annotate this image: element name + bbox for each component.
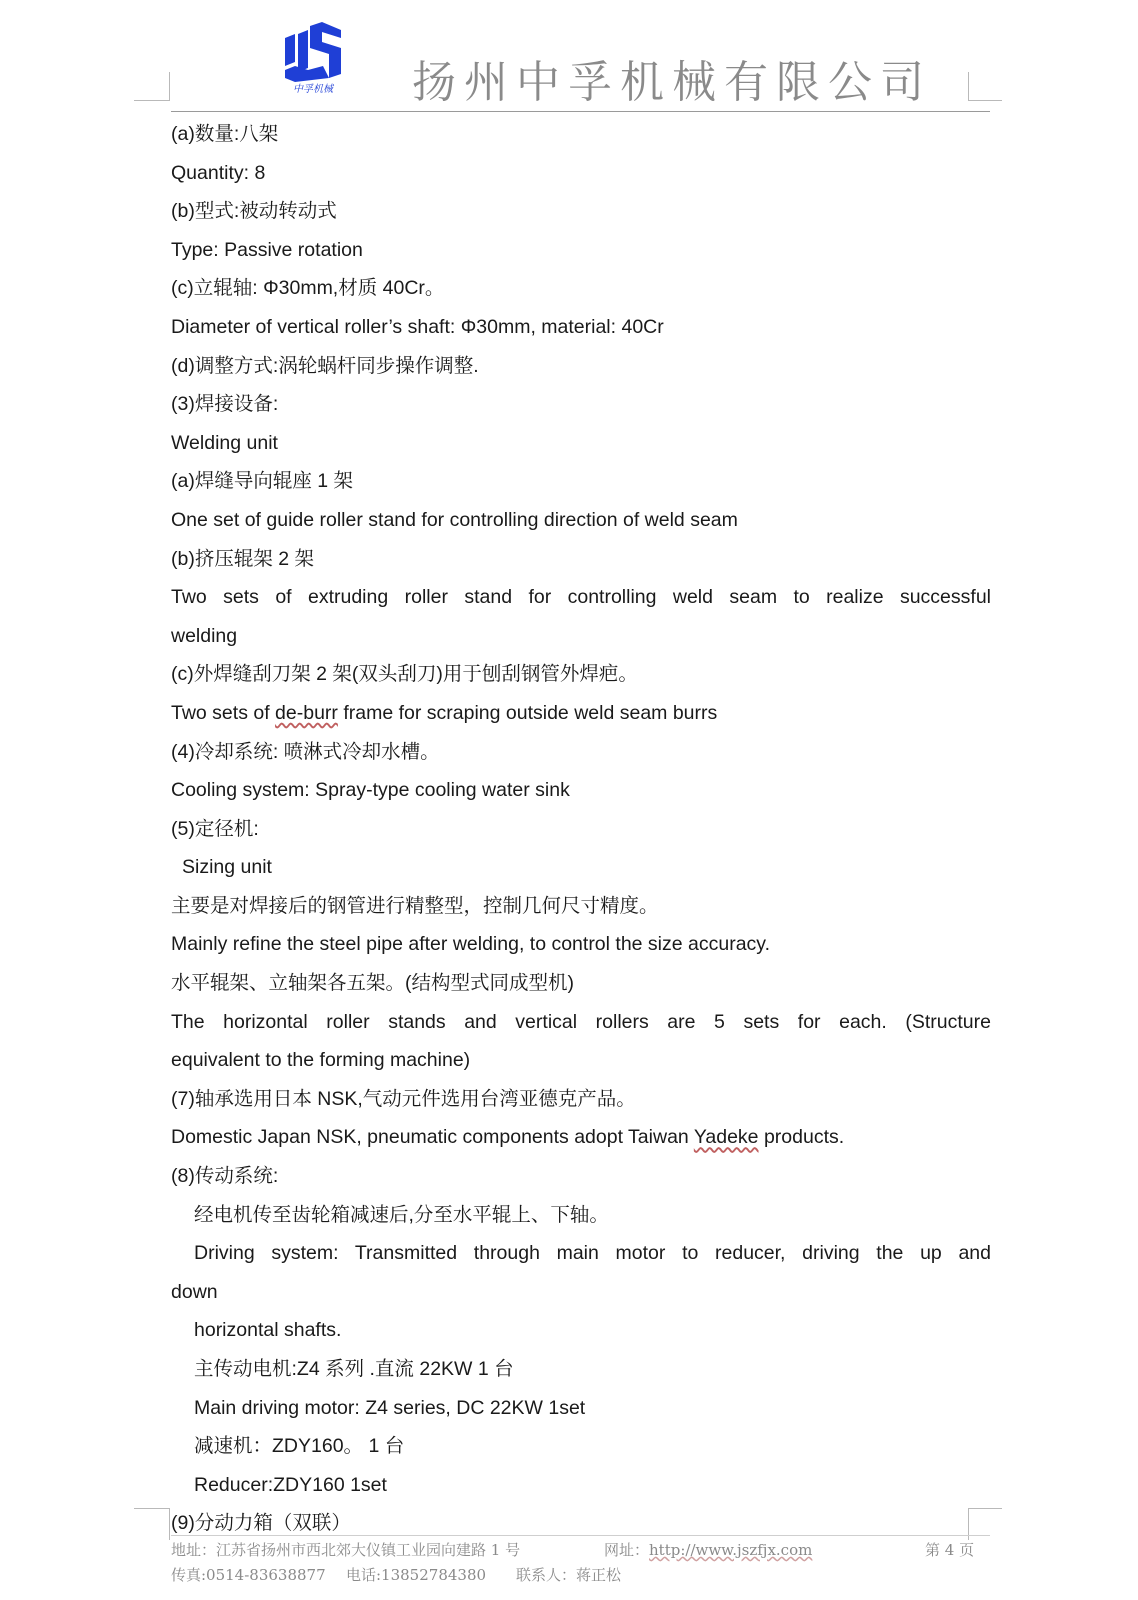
crop-mark-bottom-left xyxy=(169,1508,170,1540)
text-line: (b)型式:被动转动式 xyxy=(171,200,337,223)
text-line: 减速机：ZDY160。 1 台 xyxy=(194,1435,405,1458)
text-line: (c)外焊缝刮刀架 2 架(双头刮刀)用于刨刮钢管外焊疤。 xyxy=(171,663,638,686)
text-line: equivalent to the forming machine) xyxy=(171,1049,471,1072)
text-line: Main driving motor: Z4 series, DC 22KW 1set xyxy=(194,1396,586,1419)
text-line: (3)焊接设备: xyxy=(171,393,279,416)
page-number: 第 4 页 xyxy=(925,1541,975,1559)
text-line: Domestic Japan NSK, pneumatic components adopt Taiwan Yadeke products. xyxy=(171,1126,845,1149)
company-logo xyxy=(283,22,343,94)
text-line: Welding unit xyxy=(171,431,278,454)
crop-mark-bottom-left xyxy=(134,1508,170,1509)
text-line: The horizontal roller stands and vertical rollers are 5 sets for each. (Structure xyxy=(171,1010,991,1033)
footer-website-label: 网址： xyxy=(604,1541,650,1559)
text-line: (7)轴承选用日本 NSK,气动元件选用台湾亚德克产品。 xyxy=(171,1087,636,1110)
footer-tel: 电话:13852784380 xyxy=(346,1566,487,1584)
text-line: Driving system: Transmitted through main motor to reducer, driving the up and xyxy=(194,1242,991,1265)
text-line: Mainly refine the steel pipe after welding, to control the size accuracy. xyxy=(171,933,771,956)
footer-address: 地址：江苏省扬州市西北郊大仪镇工业园向建路 1 号 xyxy=(171,1541,521,1559)
text-line: (a)数量:八架 xyxy=(171,123,279,145)
text-line: Diameter of vertical roller’s shaft: Φ30mm, material: 40Cr xyxy=(171,315,664,338)
text-line: Two sets of de-burr frame for scraping outside weld seam burrs xyxy=(171,701,718,724)
text-line: (d)调整方式:涡轮蜗杆同步操作调整. xyxy=(171,354,479,377)
footer-contact: 联系人：蒋正松 xyxy=(516,1566,622,1584)
text-line: (a)焊缝导向辊座 1 架 xyxy=(171,470,354,493)
text-line: One set of guide roller stand for controlling direction of weld seam xyxy=(171,508,738,531)
text-line: Reducer:ZDY160 1set xyxy=(194,1473,387,1496)
text-line: Sizing unit xyxy=(182,856,272,879)
crop-mark-top-right xyxy=(968,100,1002,101)
text-line: (8)传动系统: xyxy=(171,1165,279,1188)
footer-rule xyxy=(171,1535,990,1536)
footer-fax: 传真:0514-83638877 xyxy=(171,1566,326,1584)
spellcheck-word: Yadeke xyxy=(693,1126,759,1149)
footer-website xyxy=(604,1539,812,1560)
text-line: (4)冷却系统: 喷淋式冷却水槽。 xyxy=(171,740,440,763)
text-line: 经电机传至齿轮箱减速后,分至水平辊上、下轴。 xyxy=(194,1203,609,1226)
text-line: down xyxy=(171,1280,218,1303)
text-line: welding xyxy=(171,624,238,647)
text-line: Two sets of extruding roller stand for controlling weld seam to realize successful xyxy=(171,586,991,609)
text-line: Quantity: 8 xyxy=(171,161,266,184)
header-rule xyxy=(171,111,990,112)
text-line: (c)立辊轴: Φ30mm,材质 40Cr。 xyxy=(171,277,445,300)
text-line: 主传动电机:Z4 系列 .直流 22KW 1 台 xyxy=(194,1358,514,1380)
text-line: (9)分动力箱（双联） xyxy=(171,1512,351,1535)
text-line: (b)挤压辊架 2 架 xyxy=(171,547,315,570)
crop-mark-top-right xyxy=(968,72,969,101)
company-title: 扬州中孚机械有限公司 xyxy=(412,57,932,108)
footer-website-link[interactable]: http://www.jszfjx.com xyxy=(649,1541,813,1559)
text-line: horizontal shafts. xyxy=(194,1319,342,1342)
text-line: Type: Passive rotation xyxy=(171,238,363,261)
logo-caption: 中孚机械 xyxy=(293,84,333,94)
text-line: 主要是对焊接后的钢管进行精整型，控制几何尺寸精度。 xyxy=(171,894,659,917)
spellcheck-word: de-burr xyxy=(275,701,338,724)
text-line: (5)定径机: xyxy=(171,817,259,840)
crop-mark-top-left xyxy=(134,100,170,101)
text-line: Cooling system: Spray-type cooling water sink xyxy=(171,779,570,802)
crop-mark-top-left xyxy=(169,72,170,101)
text-line: 水平辊架、立轴架各五架。(结构型式同成型机) xyxy=(171,972,574,995)
document-body xyxy=(171,115,991,1543)
